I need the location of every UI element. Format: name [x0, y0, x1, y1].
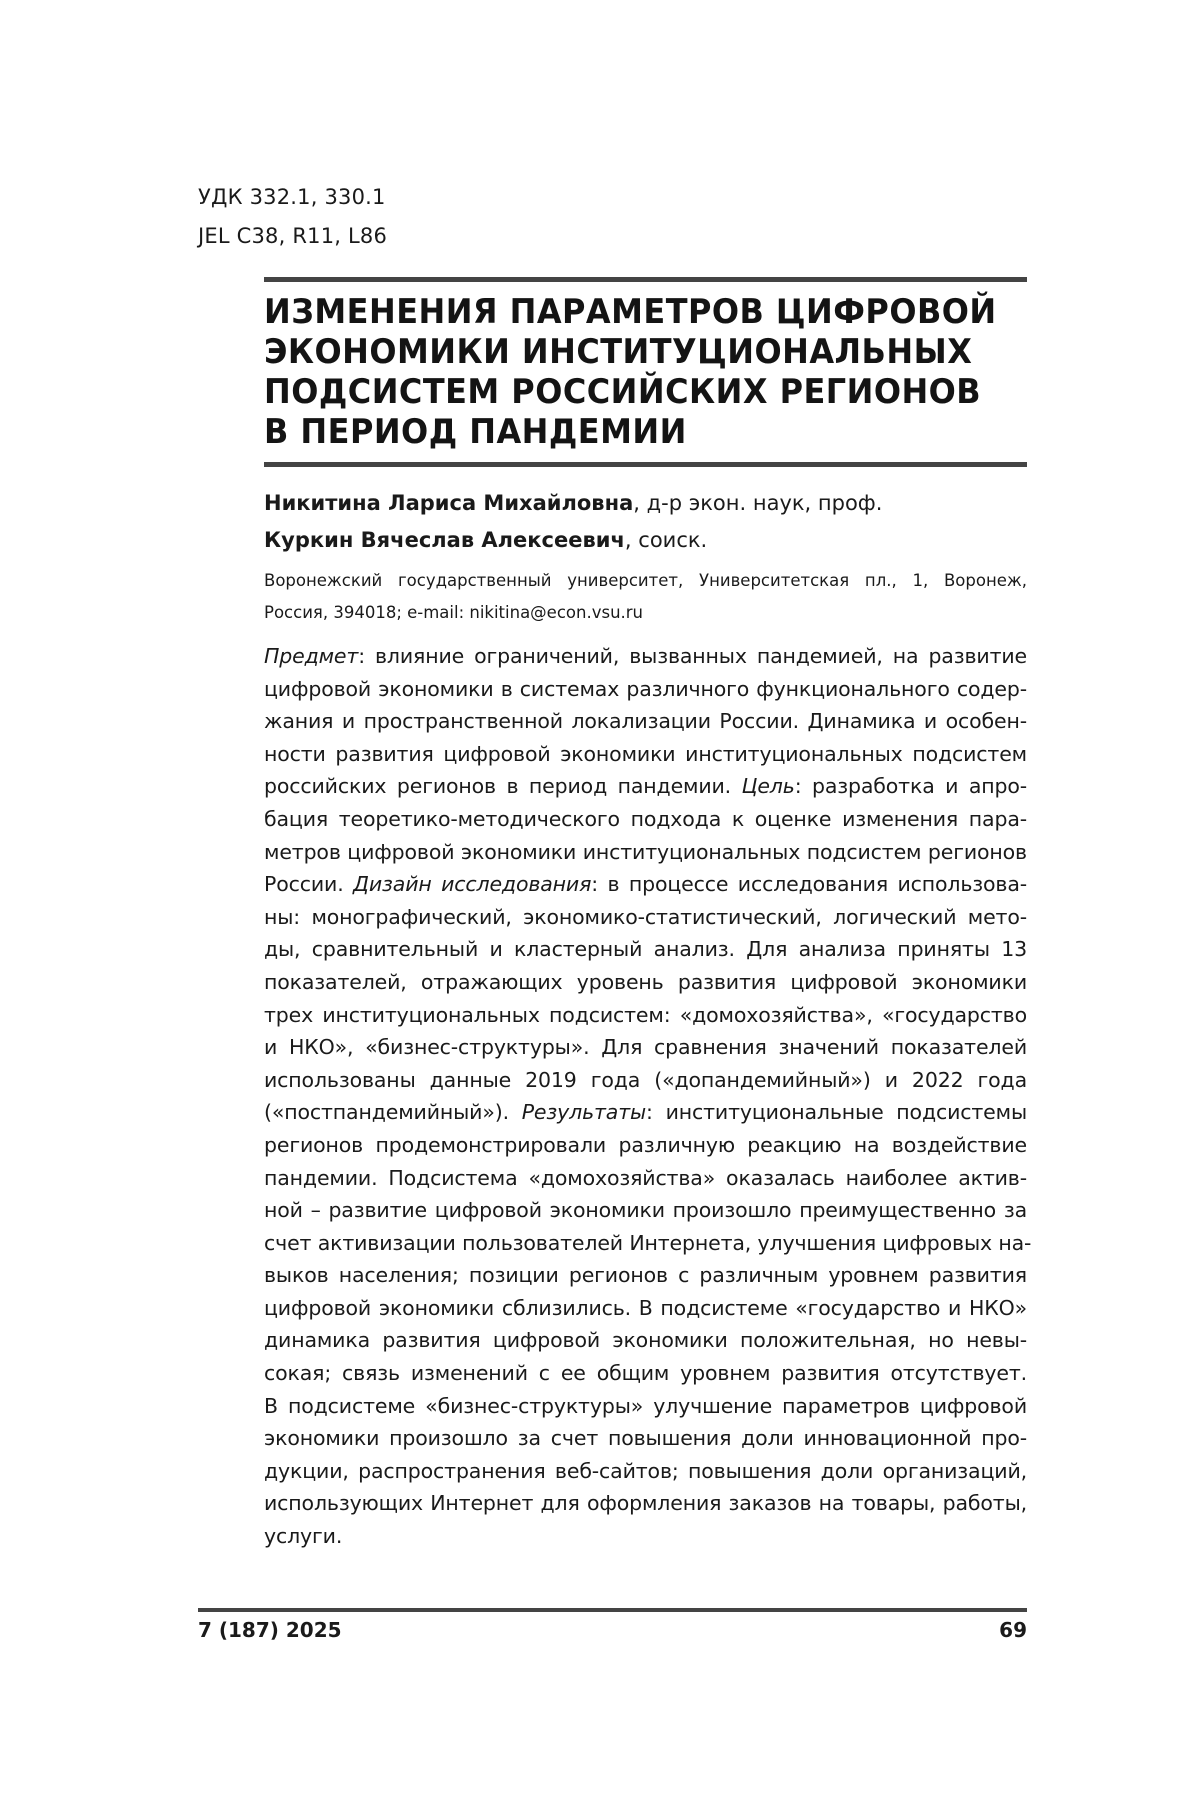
abstract-line [264, 1096, 1027, 1129]
abstract-text: бация теоретико-методического подхода к оценке изменения пара- [264, 806, 1027, 831]
abstract-line [264, 1324, 1027, 1357]
abstract-text: («постпандемийный»). [264, 1100, 522, 1125]
classification-codes [198, 178, 387, 256]
abstract-text: выков населения; позиции регионов с различным уровнем развития [264, 1263, 1027, 1288]
author-name: Куркин Вячеслав Алексеевич [264, 528, 625, 552]
abstract-line [264, 901, 1027, 934]
abstract-text: пандемии. Подсистема «домохозяйства» оказалась наиболее актив- [264, 1165, 1027, 1190]
author-degree: , соиск. [624, 528, 708, 552]
abstract-text: счет активизации пользователей Интернета, улучшения цифровых на- [264, 1230, 1032, 1255]
abstract-line [264, 705, 1027, 738]
abstract-text: В подсистеме «бизнес-структуры» улучшение параметров цифровой [264, 1393, 1027, 1418]
abstract-line [264, 999, 1027, 1032]
abstract-text: и НКО», «бизнес-структуры». Для сравнения значений показателей [264, 1035, 1027, 1060]
abstract-text: : институциональные подсистемы [646, 1100, 1027, 1125]
abstract-text: использующих Интернет для оформления заказов на товары, работы, [264, 1491, 1027, 1516]
abstract-line [264, 1292, 1027, 1325]
abstract-text: сокая; связь изменений с ее общим уровнем развития отсутствует. [264, 1361, 1027, 1386]
abstract-text: : разработка и апро- [794, 774, 1027, 799]
abstract-section-label: Результаты [521, 1100, 647, 1125]
article-title [264, 277, 1027, 467]
abstract-text: дукции, распространения веб-сайтов; повышения доли организаций, [264, 1458, 1027, 1483]
abstract-line [264, 966, 1027, 999]
abstract [264, 640, 1032, 1553]
abstract-text: жания и пространственной локализации России. Динамика и особен- [264, 709, 1027, 734]
abstract-text: : в процессе исследования использова- [591, 872, 1027, 897]
affiliation: Воронежский государственный университет, Университетская пл., 1, Воронеж, Россия, 394018; e-mail: nikitina@econ.vsu.ru [264, 571, 1027, 622]
author-degree: , д-р экон. наук, проф. [633, 491, 883, 515]
abstract-line [264, 1455, 1027, 1488]
abstract-line [264, 673, 1027, 706]
title-line: ИЗМЕНЕНИЯ ПАРАМЕТРОВ ЦИФРОВОЙ [264, 292, 997, 332]
abstract-text: использованы данные 2019 года («допандемийный») и 2022 года [264, 1067, 1027, 1092]
abstract-text: цифровой экономики сблизились. В подсистеме «государство и НКО» [264, 1295, 1027, 1320]
abstract-line [264, 1422, 1027, 1455]
author-line [264, 485, 882, 522]
abstract-line [264, 836, 1027, 869]
abstract-text: регионов продемонстрировали различную реакцию на воздействие [264, 1132, 1027, 1157]
abstract-text: ды, сравнительный и кластерный анализ. Для анализа приняты 13 [264, 937, 1027, 962]
issue-number: 7 (187) 2025 [198, 1618, 342, 1642]
abstract-text: экономики произошло за счет повышения доли инновационной про- [264, 1426, 1027, 1451]
abstract-text: метров цифровой экономики институциональных подсистем регионов [264, 839, 1027, 864]
abstract-line [264, 868, 1027, 901]
title-line: ЭКОНОМИКИ ИНСТИТУЦИОНАЛЬНЫХ [264, 332, 973, 372]
abstract-line [264, 803, 1027, 836]
abstract-line [264, 1487, 1027, 1520]
abstract-line [264, 1390, 1027, 1423]
title-line: ПОДСИСТЕМ РОССИЙСКИХ РЕГИОНОВ [264, 372, 982, 412]
abstract-line [264, 1031, 1027, 1064]
abstract-line [264, 1520, 1027, 1553]
abstract-line [264, 1129, 1027, 1162]
abstract-text: России. [264, 872, 354, 897]
abstract-line [264, 1194, 1027, 1227]
abstract-line [264, 1162, 1027, 1195]
abstract-text: показателей, отражающих уровень развития цифровой экономики [264, 969, 1027, 994]
abstract-line [264, 933, 1027, 966]
abstract-line [264, 1227, 1032, 1260]
abstract-text: ности развития цифровой экономики институциональных подсистем [264, 741, 1027, 766]
title-line: В ПЕРИОД ПАНДЕМИИ [264, 412, 687, 452]
abstract-line [264, 640, 1027, 673]
author-line [264, 522, 882, 559]
abstract-text: услуги. [264, 1524, 343, 1549]
page-number: 69 [999, 1618, 1027, 1642]
abstract-line [264, 1357, 1027, 1390]
abstract-text: динамика развития цифровой экономики положительная, но невы- [264, 1328, 1027, 1353]
abstract-line [264, 1064, 1027, 1097]
abstract-section-label: Цель [741, 774, 795, 799]
abstract-text: российских регионов в период пандемии. [264, 774, 742, 799]
jel-code: JEL C38, R11, L86 [198, 224, 388, 248]
abstract-section-label: Предмет [264, 644, 359, 668]
abstract-text: : влияние ограничений, вызванных пандемией, на развитие [358, 644, 1027, 668]
abstract-line [264, 1259, 1027, 1292]
abstract-section-label: Дизайн исследования [353, 872, 592, 897]
abstract-line [264, 770, 1027, 803]
abstract-text: цифровой экономики в системах различного функционального содер- [264, 676, 1027, 701]
abstract-text: ны: монографический, экономико-статистический, логический мето- [264, 904, 1027, 929]
abstract-line [264, 738, 1027, 771]
page-footer [198, 1608, 1027, 1644]
authors [264, 485, 882, 559]
abstract-text: ной – развитие цифровой экономики произошло преимущественно за [264, 1198, 1027, 1223]
abstract-text: трех институциональных подсистем: «домохозяйства», «государство [264, 1002, 1027, 1027]
udk-code: УДК 332.1, 330.1 [198, 185, 386, 209]
author-name: Никитина Лариса Михайловна [264, 491, 634, 515]
